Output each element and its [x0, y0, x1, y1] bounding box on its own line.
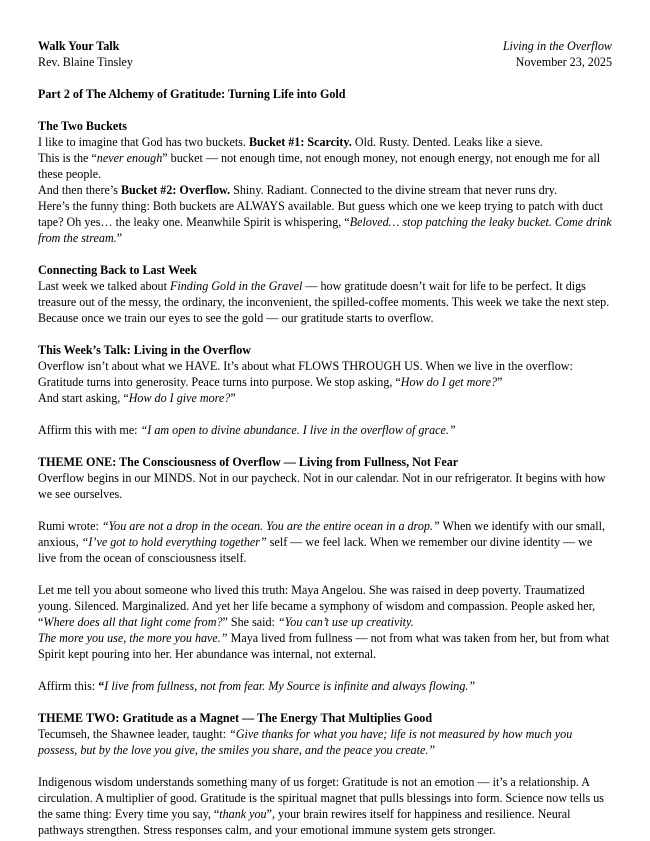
section-heading-last-week: Connecting Back to Last Week: [38, 263, 198, 277]
section-heading-two-buckets: The Two Buckets: [38, 119, 127, 133]
document-page: [38, 38, 612, 838]
section-heading-theme-one: THEME ONE: The Consciousness of Overflow — Living from Fullness, Not Fear: [38, 455, 459, 469]
two-buckets-paragraph-1: I like to imagine that God has two buckets. Bucket #1: Scarcity. Old. Rusty. Dented. Leaks like a sieve.: [38, 135, 543, 149]
section-heading-this-week: This Week’s Talk: Living in the Overflow: [38, 343, 252, 357]
last-week-paragraph: Last week we talked about Finding Gold in the Gravel — how gratitude doesn’t wait for life to be perfect. It digs treasure out of the messy, the ordinary, the inconvenient, the spilled-coffee moments. This week we take the next step. Because once we train our eyes to see the gold — our gratitude starts to overflow.: [38, 279, 610, 325]
this-week-paragraph-1: Overflow isn’t about what we HAVE. It’s about what FLOWS THROUGH US. When we live in the overflow: Gratitude turns into generosity. Peace turns into purpose. We stop asking, “How do I get more?”: [38, 359, 573, 389]
document-header: [38, 38, 612, 70]
theme-one-paragraph-1: Overflow begins in our MINDS. Not in our paycheck. Not in our calendar. Not in our refrigerator. It begins with how we see ourselves.: [38, 471, 606, 501]
this-week-paragraph-2: And start asking, “How do I give more?”: [38, 391, 236, 405]
theme-one-paragraph-3: Let me tell you about someone who lived this truth: Maya Angelou. She was raised in deep poverty. Traumatized young. Silenced. Marginalized. And yet her life became a symphony of wisdom and compassion. People asked her, “Where does all that light come from?” She said: “You can’t use up creativity. The more you use, the more you have.” Maya lived from fullness — not from what was taken from her, but from what Spirit kept pouring into her. Her abundance was internal, not external.: [38, 583, 610, 661]
series-title: Living in the Overflow: [502, 39, 612, 53]
theme-two-paragraph-1: Tecumseh, the Shawnee leader, taught: “Give thanks for what you have; life is not measured by how much you possess, but by the love you give, the smiles you share, and the peace you create.”: [38, 727, 573, 757]
section-heading-theme-two: THEME TWO: Gratitude as a Magnet — The Energy That Multiplies Good: [38, 711, 433, 725]
two-buckets-paragraph-2: This is the “never enough” bucket — not enough time, not enough money, not enough energy, not enough me for all these people.: [38, 151, 601, 181]
this-week-affirmation: Affirm this with me: “I am open to divine abundance. I live in the overflow of grace.”: [38, 423, 456, 437]
author-name: Rev. Blaine Tinsley: [38, 55, 133, 69]
two-buckets-paragraph-4: Here’s the funny thing: Both buckets are ALWAYS available. But guess which one we keep trying to patch with duct tape? Oh yes… the leaky one. Meanwhile Spirit is whispering, “Beloved… stop patching the leaky bucket. Come drink from the stream.”: [38, 199, 612, 245]
theme-one-paragraph-2: Rumi wrote: “You are not a drop in the ocean. You are the entire ocean in a drop.” When we identify with our small, anxious, “I’ve got to hold everything together” self — we feel lack. When we remember our divine identity — we live from the ocean of consciousness itself.: [38, 519, 606, 565]
theme-two-paragraph-2: Indigenous wisdom understands something many of us forget: Gratitude is not an emotion — it’s a relationship. A circulation. A multiplier of good. Gratitude is the spiritual magnet that pulls blessings into form. Science now tells us the same thing: Every time you say, “thank you”, your brain rewires itself for happiness and resilience. Neural pathways strengthen. Stress responses calm, and your emotional immune system gets stronger.: [38, 775, 604, 837]
publication-date: November 23, 2025: [515, 55, 612, 69]
part-title: Part 2 of The Alchemy of Gratitude: Turning Life into Gold: [38, 87, 346, 101]
theme-one-affirmation: Affirm this: “I live from fullness, not from fear. My Source is infinite and always flowing.”: [38, 679, 476, 693]
publication-title: Walk Your Talk: [38, 39, 120, 53]
two-buckets-paragraph-3: And then there’s Bucket #2: Overflow. Shiny. Radiant. Connected to the divine stream that never runs dry.: [38, 183, 558, 197]
